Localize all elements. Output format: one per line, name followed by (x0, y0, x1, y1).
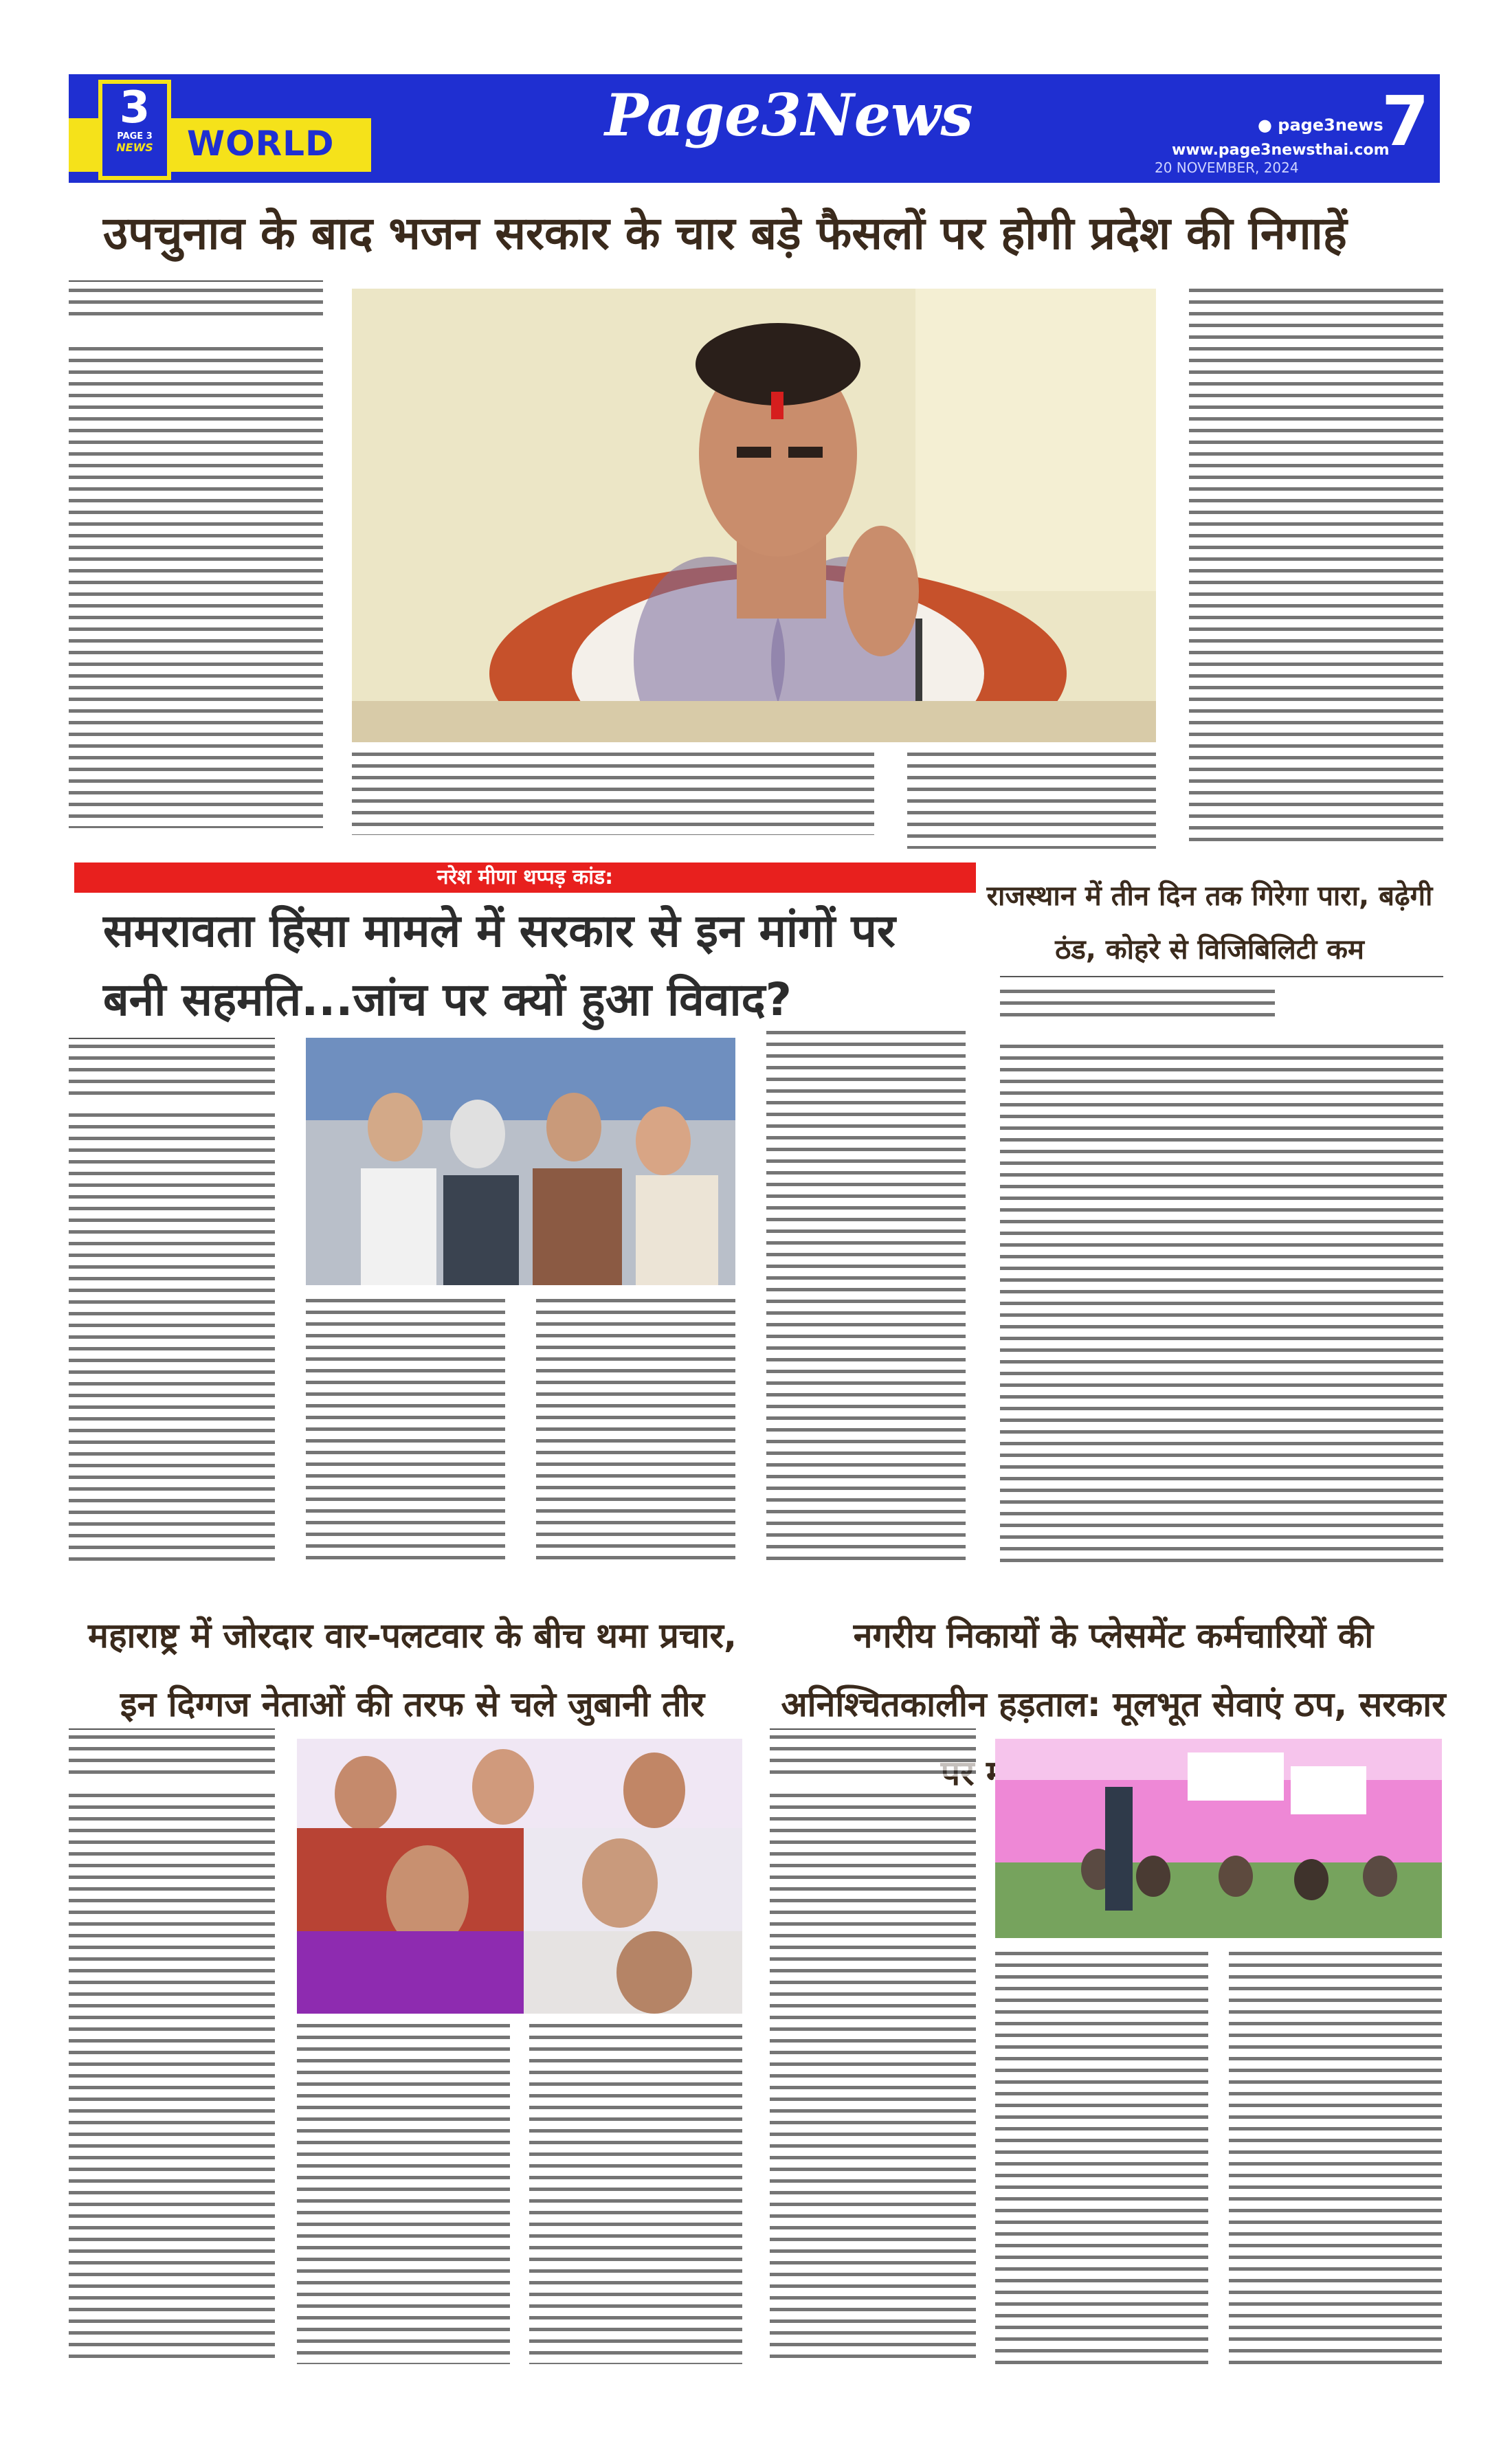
strike-col-3 (1229, 1952, 1442, 2364)
strike-illustration (995, 1739, 1442, 1938)
naresh-col-3 (536, 1299, 735, 1567)
handle-text: page3news (1278, 115, 1383, 135)
main-story-photo (352, 289, 1156, 742)
strike-col-2 (995, 1952, 1208, 2364)
byline-block (1000, 990, 1275, 1017)
brand-title: Page3News (605, 81, 973, 149)
logo-sub2: NEWS (116, 141, 153, 154)
logo-number: 3 (119, 82, 151, 133)
logo-sub: PAGE 3 (117, 131, 153, 142)
strike-photo (995, 1739, 1442, 1938)
main-story-col-1 (69, 347, 323, 828)
byline-block (770, 1735, 976, 1777)
maharashtra-col-1 (69, 1794, 275, 2364)
byline-block (69, 289, 323, 322)
divider (770, 1728, 976, 1730)
strike-headline: नगरीय निकायों के प्लेसमेंट कर्मचारियों की अनिश्चितकालीन हड़ताल: मूलभूत सेवाएं ठप, सरकार (781, 1616, 1446, 1724)
main-headline: उपचुनाव के बाद भजन सरकार के चार बड़े फैसलों पर होगी प्रदेश की निगाहें (103, 207, 1347, 260)
naresh-headline: समरावता हिंसा मामले में सरकार से इन मांगों पर बनी सहमति...जांच पर क्यों हुआ विवाद? (103, 904, 896, 1026)
divider (1000, 976, 1443, 977)
website-link[interactable]: www.page3newsthai.com (1172, 142, 1390, 159)
main-story-col-4 (1189, 289, 1443, 845)
byline-block (69, 1045, 275, 1100)
naresh-kicker: नरेश मीणा थप्पड़ कांड: (74, 863, 976, 893)
naresh-col-1 (69, 1113, 275, 1567)
speaker-illustration (352, 289, 1156, 742)
photo-caption-text (352, 753, 874, 835)
rajasthan-headline: राजस्थान में तीन दिन तक गिरेगा पारा, बढ़ेगी ठंड, कोहरे से विजिबिलिटी कम (986, 880, 1433, 966)
strike-col-1 (770, 1794, 976, 2364)
maharashtra-col-2 (297, 2024, 510, 2364)
protest-illustration (306, 1038, 735, 1285)
leaders-collage-photo (297, 1739, 742, 2014)
rajasthan-body (1000, 1045, 1443, 1567)
page3-logo[interactable] (98, 80, 171, 180)
divider (69, 1038, 275, 1039)
issue-date: 20 NOVEMBER, 2024 (1155, 159, 1299, 176)
protest-photo (306, 1038, 735, 1285)
main-story-col-3 (907, 753, 1156, 849)
maharashtra-headline: महाराष्ट्र में जोरदार वार-पलटवार के बीच थमा प्रचार, इन दिग्गज नेताओं की तरफ से चले जुबानी तीर (88, 1616, 737, 1724)
maharashtra-col-3 (529, 2024, 742, 2364)
section-label: WORLD (187, 124, 335, 164)
naresh-col-2 (306, 1299, 505, 1567)
social-handle[interactable]: ● page3news (1258, 115, 1383, 135)
divider (69, 280, 323, 282)
page-number: 7 (1381, 81, 1430, 162)
collage-illustration (297, 1739, 742, 2014)
naresh-col-4 (766, 1031, 966, 1567)
byline-block (69, 1735, 275, 1777)
divider (69, 1728, 275, 1730)
